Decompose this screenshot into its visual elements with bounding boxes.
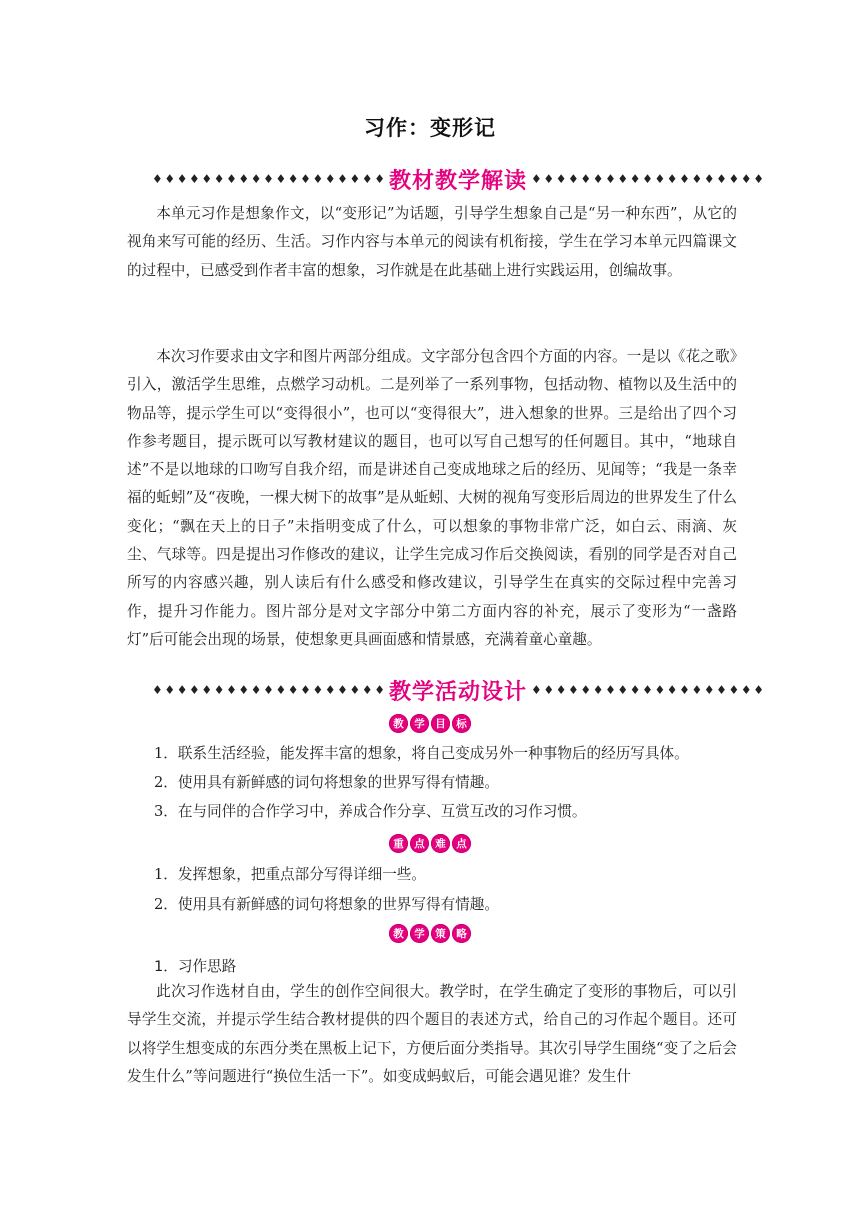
paragraph: 此次习作选材自由，学生的创作空间很大。教学时，在学生确定了变形的事物后，可以引导学生交流，并提示学生结合教材提供的四个题目的表述方式，给自己的习作起个题目。还可以将学生想变成的东西分类在黑板上记下，方便后面分类指导。其次引导学生围绕“变了之后会发生什么”等问题进行“换位生活一下”。如变成蚂蚁后，可能会遇见谁？发生什 bbox=[127, 983, 737, 1085]
list-item: 1．发挥想象，把重点部分写得详细一些。 bbox=[154, 866, 426, 883]
badge-char: 略 bbox=[452, 924, 471, 943]
diamond-dot-icon: ♦ bbox=[263, 172, 274, 186]
section-banner-activity-design bbox=[152, 673, 764, 707]
diamond-dot-icon: ♦ bbox=[176, 172, 188, 186]
diamond-dot-icon: ♦ bbox=[213, 683, 225, 697]
diamond-dot-icon: ♦ bbox=[238, 172, 250, 186]
diamond-dot-icon: ♦ bbox=[617, 683, 629, 697]
diamond-dot-icon: ♦ bbox=[617, 172, 629, 186]
badge-char: 难 bbox=[431, 834, 450, 853]
diamond-dot-icon: ♦ bbox=[152, 172, 163, 186]
diamond-dot-icon: ♦ bbox=[740, 172, 752, 186]
diamond-dot-icon: ♦ bbox=[543, 683, 555, 697]
badge-char: 学 bbox=[410, 924, 429, 943]
diamond-dot-icon: ♦ bbox=[287, 683, 299, 697]
dotted-rule-right bbox=[531, 673, 764, 707]
diamond-dot-icon: ♦ bbox=[312, 683, 324, 697]
diamond-dot-icon: ♦ bbox=[201, 683, 213, 697]
diamond-dot-icon: ♦ bbox=[642, 683, 653, 697]
diamond-dot-icon: ♦ bbox=[300, 683, 311, 697]
diamond-dot-icon: ♦ bbox=[374, 683, 385, 697]
dotted-rule-right bbox=[531, 162, 764, 196]
diamond-dot-icon: ♦ bbox=[324, 172, 336, 186]
diamond-dot-icon: ♦ bbox=[164, 683, 176, 697]
diamond-dot-icon: ♦ bbox=[703, 683, 715, 697]
diamond-dot-icon: ♦ bbox=[361, 683, 373, 697]
diamond-dot-icon: ♦ bbox=[654, 172, 666, 186]
diamond-dot-icon: ♦ bbox=[201, 172, 213, 186]
diamond-dot-icon: ♦ bbox=[263, 683, 274, 697]
diamond-dot-icon: ♦ bbox=[728, 172, 740, 186]
list-item: 2．使用具有新鲜感的词句将想象的世界写得有情趣。 bbox=[154, 896, 499, 913]
list-item: 3．在与同伴的合作学习中，养成合作分享、互赏互改的习作习惯。 bbox=[154, 803, 587, 820]
paragraph: 本单元习作是想象作文，以“变形记”为话题，引导学生想象自己是“另一种东西”，从它的视角来写可能的经历、生活。习作内容与本单元的阅读有机衔接，学生在学习本单元四篇课文的过程中，已感受到作者丰富的想象，习作就是在此基础上进行实践运用，创编故事。 bbox=[127, 205, 737, 279]
diamond-dot-icon: ♦ bbox=[753, 683, 764, 697]
diamond-dot-icon: ♦ bbox=[250, 683, 262, 697]
badge-char: 目 bbox=[431, 714, 450, 733]
diamond-dot-icon: ♦ bbox=[312, 172, 324, 186]
diamond-dot-icon: ♦ bbox=[374, 172, 385, 186]
dotted-rule-left bbox=[152, 673, 385, 707]
diamond-dot-icon: ♦ bbox=[666, 683, 678, 697]
diamond-dot-icon: ♦ bbox=[213, 172, 225, 186]
diamond-dot-icon: ♦ bbox=[226, 683, 237, 697]
diamond-dot-icon: ♦ bbox=[740, 683, 752, 697]
diamond-dot-icon: ♦ bbox=[337, 683, 348, 697]
diamond-dot-icon: ♦ bbox=[568, 172, 579, 186]
badge-teaching-strategy bbox=[0, 924, 860, 943]
diamond-dot-icon: ♦ bbox=[555, 683, 567, 697]
badge-char: 点 bbox=[410, 834, 429, 853]
diamond-dot-icon: ♦ bbox=[531, 172, 542, 186]
section-heading: 教学活动设计 bbox=[389, 679, 528, 705]
diamond-dot-icon: ♦ bbox=[666, 172, 678, 186]
diamond-dot-icon: ♦ bbox=[275, 683, 287, 697]
list-item: 1．联系生活经验，能发挥丰富的想象，将自己变成另外一种事物后的经历写具体。 bbox=[154, 745, 689, 762]
paragraph: 本次习作要求由文字和图片两部分组成。文字部分包含四个方面的内容。一是以《花之歌》引入，激活学生思维，点燃学习动机。二是列举了一系列事物，包括动物、植物以及生活中的物品等，提示学生可以“变得很小”，也可以“变得很大”，进入想象的世界。三是给出了四个习作参考题目，提示既可以写教材建议的题目，也可以写自己想写的任何题目。其中，“地球自述”不是以地球的口吻写自我介绍，而是讲述自己变成地球之后的经历、见闻等；“我是一条幸福的蚯蚓”及“夜晚，一棵大树下的故事”是从蚯蚓、大树的视角写变形后周边的世界发生了什么变化；“飘在天上的日子”未指明变成了什么，可以想象的事物非常广泛，如白云、雨滴、灰尘、气球等。四是提出习作修改的建议，让学生完成习作后交换阅读，看别的同学是否对自己所写的内容感兴趣，别人读后有什么感受和修改建议，引导学生在真实的交际过程中完善习作，提升习作能力。图片部分是对文字部分中第二方面内容的补充，展示了变形为“一盏路灯”后可能会出现的场景，使想象更具画面感和情景感，充满着童心童趣。 bbox=[127, 348, 737, 648]
diamond-dot-icon: ♦ bbox=[654, 683, 666, 697]
badge-char: 标 bbox=[452, 714, 471, 733]
diamond-dot-icon: ♦ bbox=[164, 172, 176, 186]
diamond-dot-icon: ♦ bbox=[337, 172, 348, 186]
diamond-dot-icon: ♦ bbox=[238, 683, 250, 697]
sub-heading: 1．习作思路 bbox=[154, 958, 237, 975]
diamond-dot-icon: ♦ bbox=[226, 172, 237, 186]
badge-char: 教 bbox=[389, 924, 408, 943]
badge-char: 教 bbox=[389, 714, 408, 733]
diamond-dot-icon: ♦ bbox=[605, 172, 616, 186]
diamond-dot-icon: ♦ bbox=[361, 172, 373, 186]
badge-key-difficult-points bbox=[0, 834, 860, 853]
diamond-dot-icon: ♦ bbox=[753, 172, 764, 186]
diamond-dot-icon: ♦ bbox=[605, 683, 616, 697]
diamond-dot-icon: ♦ bbox=[287, 172, 299, 186]
diamond-dot-icon: ♦ bbox=[349, 683, 361, 697]
badge-char: 学 bbox=[410, 714, 429, 733]
diamond-dot-icon: ♦ bbox=[691, 683, 703, 697]
diamond-dot-icon: ♦ bbox=[629, 683, 641, 697]
diamond-dot-icon: ♦ bbox=[580, 172, 592, 186]
diamond-dot-icon: ♦ bbox=[250, 172, 262, 186]
diamond-dot-icon: ♦ bbox=[275, 172, 287, 186]
badge-char: 点 bbox=[452, 834, 471, 853]
diamond-dot-icon: ♦ bbox=[176, 683, 188, 697]
diamond-dot-icon: ♦ bbox=[568, 683, 579, 697]
section-banner-interpretation bbox=[152, 162, 764, 196]
diamond-dot-icon: ♦ bbox=[580, 683, 592, 697]
badge-char: 策 bbox=[431, 924, 450, 943]
diamond-dot-icon: ♦ bbox=[679, 172, 690, 186]
page-title: 习作：变形记 bbox=[364, 116, 496, 140]
diamond-dot-icon: ♦ bbox=[592, 172, 604, 186]
diamond-dot-icon: ♦ bbox=[189, 683, 200, 697]
diamond-dot-icon: ♦ bbox=[703, 172, 715, 186]
diamond-dot-icon: ♦ bbox=[324, 683, 336, 697]
diamond-dot-icon: ♦ bbox=[543, 172, 555, 186]
diamond-dot-icon: ♦ bbox=[189, 172, 200, 186]
diamond-dot-icon: ♦ bbox=[349, 172, 361, 186]
dotted-rule-left bbox=[152, 162, 385, 196]
diamond-dot-icon: ♦ bbox=[679, 683, 690, 697]
diamond-dot-icon: ♦ bbox=[152, 683, 163, 697]
badge-char: 重 bbox=[389, 834, 408, 853]
section-heading: 教材教学解读 bbox=[389, 168, 528, 194]
badge-teaching-goals bbox=[0, 714, 860, 733]
diamond-dot-icon: ♦ bbox=[716, 683, 727, 697]
diamond-dot-icon: ♦ bbox=[555, 172, 567, 186]
diamond-dot-icon: ♦ bbox=[592, 683, 604, 697]
diamond-dot-icon: ♦ bbox=[642, 172, 653, 186]
list-item: 2．使用具有新鲜感的词句将想象的世界写得有情趣。 bbox=[154, 774, 499, 791]
diamond-dot-icon: ♦ bbox=[300, 172, 311, 186]
diamond-dot-icon: ♦ bbox=[716, 172, 727, 186]
diamond-dot-icon: ♦ bbox=[728, 683, 740, 697]
diamond-dot-icon: ♦ bbox=[531, 683, 542, 697]
diamond-dot-icon: ♦ bbox=[629, 172, 641, 186]
diamond-dot-icon: ♦ bbox=[691, 172, 703, 186]
